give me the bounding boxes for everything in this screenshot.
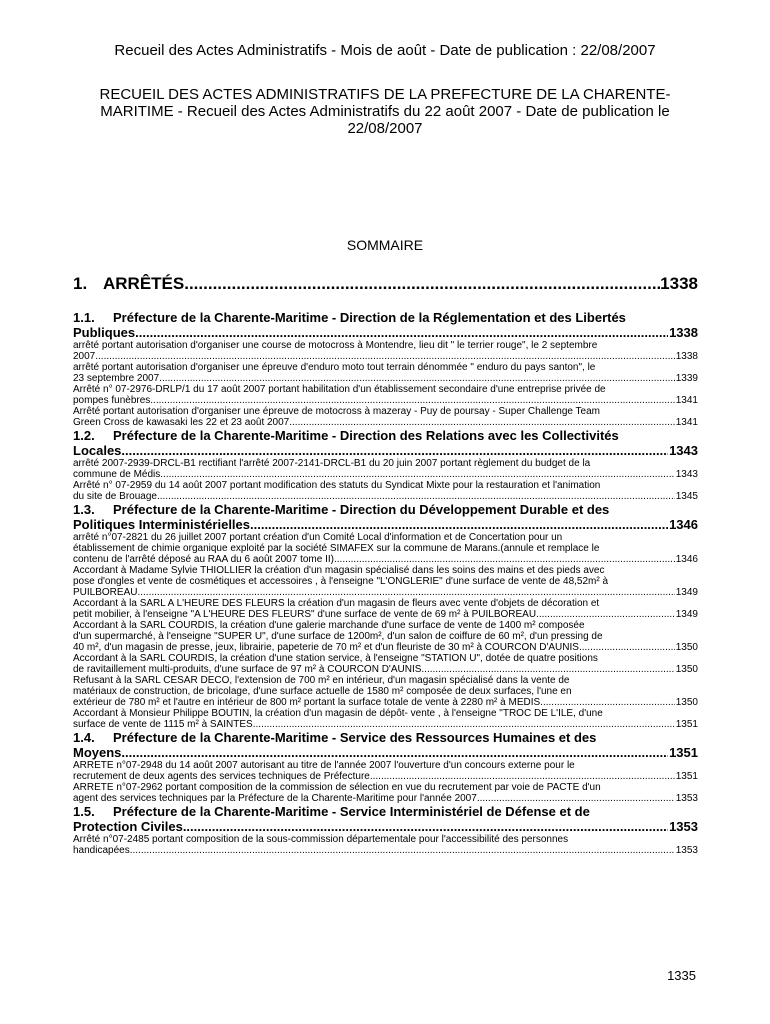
entry-text-line: ARRETE n°07-2948 du 14 août 2007 autorisant au titre de l'année 2007 l'ouverture d'un concours externe pour le: [73, 760, 575, 771]
toc-entry[interactable]: [73, 620, 698, 653]
entry-page: 1339: [675, 373, 698, 384]
section-heading-line: [73, 428, 698, 443]
document-title: [70, 86, 700, 137]
entry-last-line: [73, 417, 698, 428]
entry-last-line: [73, 491, 698, 502]
section-heading-line: [73, 325, 698, 340]
section-heading-line: [73, 502, 698, 517]
section-heading-line: [73, 819, 698, 834]
section-heading-line: [73, 443, 698, 458]
entry-text-last: de ravitaillement multi-produits, d'une surface de 97 m² à COURCON D'AUNIS: [73, 664, 422, 675]
entry-page: 1353: [675, 845, 698, 856]
running-header: Recueil des Actes Administratifs - Mois de août - Date de publication : 22/08/2007: [114, 42, 656, 59]
section-number: 1.2.: [73, 428, 95, 443]
toc-section[interactable]: [73, 428, 698, 458]
leader-dots: [477, 793, 675, 804]
entry-text-line: Refusant à la SARL CESAR DECO, l'extension de 700 m² en intérieur, d'un magasin spécialisé dans la vente de: [73, 675, 570, 686]
entry-page: 1350: [675, 642, 698, 653]
section-title-line2: Politiques Interministérielles: [73, 517, 250, 532]
chapter-number: 1.: [73, 274, 88, 293]
leader-dots: [579, 642, 675, 653]
toc-section[interactable]: [73, 804, 698, 834]
entry-last-line: [73, 642, 698, 653]
leader-dots: [130, 845, 675, 856]
entry-text-line: matériaux de construction, de bricolage, d'une surface actuelle de 1580 m² composée de deux surfaces, l'une en: [73, 686, 572, 697]
entry-page: 1351: [675, 719, 698, 730]
entry-text-line: pose d'ongles et vente de cosmétiques et accessoires , à l'enseigne "L'ONGLERIE" d'une surface de vente de 48,52m² à: [73, 576, 609, 587]
entry-text-last: surface de vente de 1115 m² à SAINTES: [73, 719, 253, 730]
entry-text-last: du site de Brouage: [73, 491, 157, 502]
entry-text-last: extérieur de 780 m² et l'autre en intérieur de 800 m² portant la surface totale de vente à 2280 m² à MEDIS: [73, 697, 541, 708]
entry-page: 1350: [675, 664, 698, 675]
entry-text-last: recrutement de deux agents des services techniques de Préfecture: [73, 771, 370, 782]
entry-text-line: arrêté portant autorisation d'organiser une course de motocross à Montendre, lieu dit " le terrier rouge", le 2 septembre: [73, 340, 598, 351]
section-title-line2: Moyens: [73, 745, 122, 760]
leader-dots: [183, 819, 668, 834]
leader-dots: [536, 609, 675, 620]
entry-last-line: [73, 771, 698, 782]
leader-dots: [160, 469, 674, 480]
toc-section[interactable]: [73, 730, 698, 760]
toc-entry[interactable]: [73, 565, 698, 598]
section-title-line2: Protection Civiles: [73, 819, 183, 834]
chapter-page: 1338: [660, 274, 698, 293]
entry-text-line: Accordant à Madame Sylvie THIOLLIER la création d'un magasin spécialisé dans les soins des mains et des pieds avec: [73, 565, 605, 576]
toc-entry[interactable]: [73, 653, 698, 675]
entry-text-line: Arrêté n° 07-2976-DRLP/1 du 17 août 2007 portant habilitation d'un établissement secondaire d'une entreprise privée de: [73, 384, 606, 395]
toc-entry[interactable]: [73, 834, 698, 856]
entry-text-line: Arrêté portant autorisation d'organiser une épreuve de motocross à mazeray - Puy de poursay - Super Challenge Team: [73, 406, 601, 417]
toc-entry[interactable]: [73, 598, 698, 620]
entry-page: 1353: [675, 793, 698, 804]
entry-text-line: arrêté portant autorisation d'organiser une épreuve d'enduro moto tout terrain dénommée " enduro du pays santon", le: [73, 362, 596, 373]
entry-page: 1349: [675, 609, 698, 620]
leader-dots: [95, 351, 675, 362]
entry-page: 1341: [675, 395, 698, 406]
section-title-line1: Préfecture de la Charente-Maritime - Direction de la Réglementation et des Libertés: [113, 310, 626, 325]
entry-page: 1351: [675, 771, 698, 782]
toc-entry[interactable]: [73, 760, 698, 782]
table-of-contents: [73, 274, 698, 856]
entry-last-line: [73, 845, 698, 856]
entry-text-line: Accordant à la SARL COURDIS, la création d'une station service, à l'enseigne "STATION U", dotée de quatre positions: [73, 653, 598, 664]
entry-text-last: petit mobilier, à l'enseigne "A L'HEURE DES FLEURS" d'une surface de vente de 69 m² à PUILBOREAU: [73, 609, 537, 620]
section-heading-line: [73, 730, 698, 745]
sommaire-heading: SOMMAIRE: [346, 237, 424, 253]
entry-page: 1346: [675, 554, 698, 565]
leader-dots: [370, 771, 675, 782]
toc-entry[interactable]: [73, 362, 698, 384]
section-title-line1: Préfecture de la Charente-Maritime - Service des Ressources Humaines et des: [113, 730, 597, 745]
toc-entry[interactable]: [73, 406, 698, 428]
section-title-line2: Locales: [73, 443, 122, 458]
section-heading-line: [73, 310, 698, 325]
toc-entry[interactable]: [73, 675, 698, 708]
section-number: 1.5.: [73, 804, 95, 819]
entry-last-line: [73, 609, 698, 620]
entry-text-line: Accordant à la SARL COURDIS, la création d'une galerie marchande d'une surface de vente de 1400 m² composée: [73, 620, 585, 631]
entry-page: 1345: [675, 491, 698, 502]
leader-dots: [150, 395, 674, 406]
title-line: 22/08/2007: [347, 120, 423, 137]
leader-dots: [334, 554, 675, 565]
leader-dots: [253, 719, 675, 730]
entry-last-line: [73, 469, 698, 480]
entry-text-last: Green Cross de kawasaki les 22 et 23 août 2007: [73, 417, 290, 428]
toc-entry[interactable]: [73, 480, 698, 502]
entry-text-last: 23 septembre 2007: [73, 373, 160, 384]
title-line: RECUEIL DES ACTES ADMINISTRATIFS DE LA PREFECTURE DE LA CHARENTE-: [99, 86, 671, 103]
entry-page: 1349: [675, 587, 698, 598]
entry-page: 1338: [675, 351, 698, 362]
section-page: 1338: [669, 325, 698, 340]
entry-last-line: [73, 793, 698, 804]
toc-entry[interactable]: [73, 532, 698, 565]
entry-page: 1350: [675, 697, 698, 708]
page-number: 1335: [667, 968, 696, 983]
leader-dots: [137, 587, 674, 598]
section-number: 1.3.: [73, 502, 95, 517]
leader-dots: [184, 274, 660, 294]
entry-text-last: 40 m², d'un magasin de presse, jeux, librairie, papeterie de 70 m² et d'un fleuriste de 30 m² à COURCON D'AUNIS: [73, 642, 579, 653]
entry-last-line: [73, 395, 698, 406]
section-page: 1343: [669, 443, 698, 458]
entry-text-last: agent des services techniques par la Préfecture de la Charente-Maritime pour l'année 2007: [73, 793, 477, 804]
section-title-line1: Préfecture de la Charente-Maritime - Direction des Relations avec les Collectivités: [113, 428, 619, 443]
section-page: 1351: [669, 745, 698, 760]
leader-dots: [289, 417, 675, 428]
title-line: MARITIME - Recueil des Actes Administratifs du 22 août 2007 - Date de publication le: [100, 103, 670, 120]
section-heading-line: [73, 745, 698, 760]
entry-last-line: [73, 664, 698, 675]
leader-dots: [250, 517, 668, 532]
section-title-line1: Préfecture de la Charente-Maritime - Direction du Développement Durable et des: [113, 502, 610, 517]
section-title-line2: Publiques: [73, 325, 136, 340]
entry-text-line: arrêté n°07-2821 du 26 juillet 2007 portant création d'un Comité Local d'information et de Concertation pour un: [73, 532, 563, 543]
section-title-line1: Préfecture de la Charente-Maritime - Service Interministériel de Défense et de: [113, 804, 590, 819]
section-number: 1.4.: [73, 730, 95, 745]
entry-text-line: Accordant à Monsieur Philippe BOUTIN, la création d'un magasin de dépôt- vente , à l'enseigne "TROC DE L'ILE, d'une: [73, 708, 603, 719]
entry-text-last: handicapées: [73, 845, 130, 856]
entry-text-line: Arrêté n° 07-2959 du 14 août 2007 portant modification des statuts du Syndicat Mixte pour la restauration et l'animation: [73, 480, 601, 491]
toc-entry[interactable]: [73, 782, 698, 804]
entry-last-line: [73, 719, 698, 730]
toc-sections: [73, 310, 698, 856]
entry-text-line: arrêté 2007-2939-DRCL-B1 rectifiant l'arrêté 2007-2141-DRCL-B1 du 20 juin 2007 portant règlement du budget de la: [73, 458, 591, 469]
toc-chapter[interactable]: [73, 274, 698, 294]
section-heading-line: [73, 517, 698, 532]
entry-page: 1341: [675, 417, 698, 428]
leader-dots: [540, 697, 675, 708]
toc-entry[interactable]: [73, 708, 698, 730]
section-page: 1346: [669, 517, 698, 532]
entry-text-last: commune de Médis: [73, 469, 161, 480]
section-heading-line: [73, 804, 698, 819]
entry-page: 1343: [675, 469, 698, 480]
entry-text-line: d'un supermarché, à l'enseigne "SUPER U", d'une surface de 1200m², d'un salon de coiffure de 60 m², d'un pressing de: [73, 631, 603, 642]
section-page: 1353: [669, 819, 698, 834]
section-number: 1.1.: [73, 310, 95, 325]
entry-last-line: [73, 373, 698, 384]
entry-text-last: contenu de l'arrêté déposé au RAA du 6 août 2007 tome II): [73, 554, 334, 565]
toc-section[interactable]: [73, 310, 698, 340]
entry-text-line: Arrêté n°07-2485 portant composition de la sous-commission départementale pour l'accessibilité des personnes: [73, 834, 569, 845]
leader-dots: [135, 325, 668, 340]
entry-last-line: [73, 587, 698, 598]
entry-text-line: Accordant à la SARL A L'HEURE DES FLEURS la création d'un magasin de fleurs avec vente d'objets de décoration et: [73, 598, 600, 609]
entry-text-line: ARRETE n°07-2962 portant composition de la commission de sélection en vue du recrutement par voie de PACTE d'un: [73, 782, 601, 793]
toc-entry[interactable]: [73, 384, 698, 406]
toc-entry[interactable]: [73, 340, 698, 362]
entry-text-last: 2007: [73, 351, 96, 362]
leader-dots: [421, 664, 674, 675]
toc-entry[interactable]: [73, 458, 698, 480]
entry-last-line: [73, 697, 698, 708]
leader-dots: [159, 373, 675, 384]
leader-dots: [157, 491, 675, 502]
entry-text-last: PUILBOREAU: [73, 587, 138, 598]
entry-last-line: [73, 554, 698, 565]
entry-text-line: établissement de chimie organique exploité par la société SIMAFEX sur la commune de Marans.(annule et remplace le: [73, 543, 600, 554]
chapter-label: ARRÊTÉS: [103, 274, 185, 293]
toc-section[interactable]: [73, 502, 698, 532]
entry-text-last: pompes funèbres: [73, 395, 151, 406]
entry-last-line: [73, 351, 698, 362]
leader-dots: [121, 745, 668, 760]
leader-dots: [121, 443, 668, 458]
